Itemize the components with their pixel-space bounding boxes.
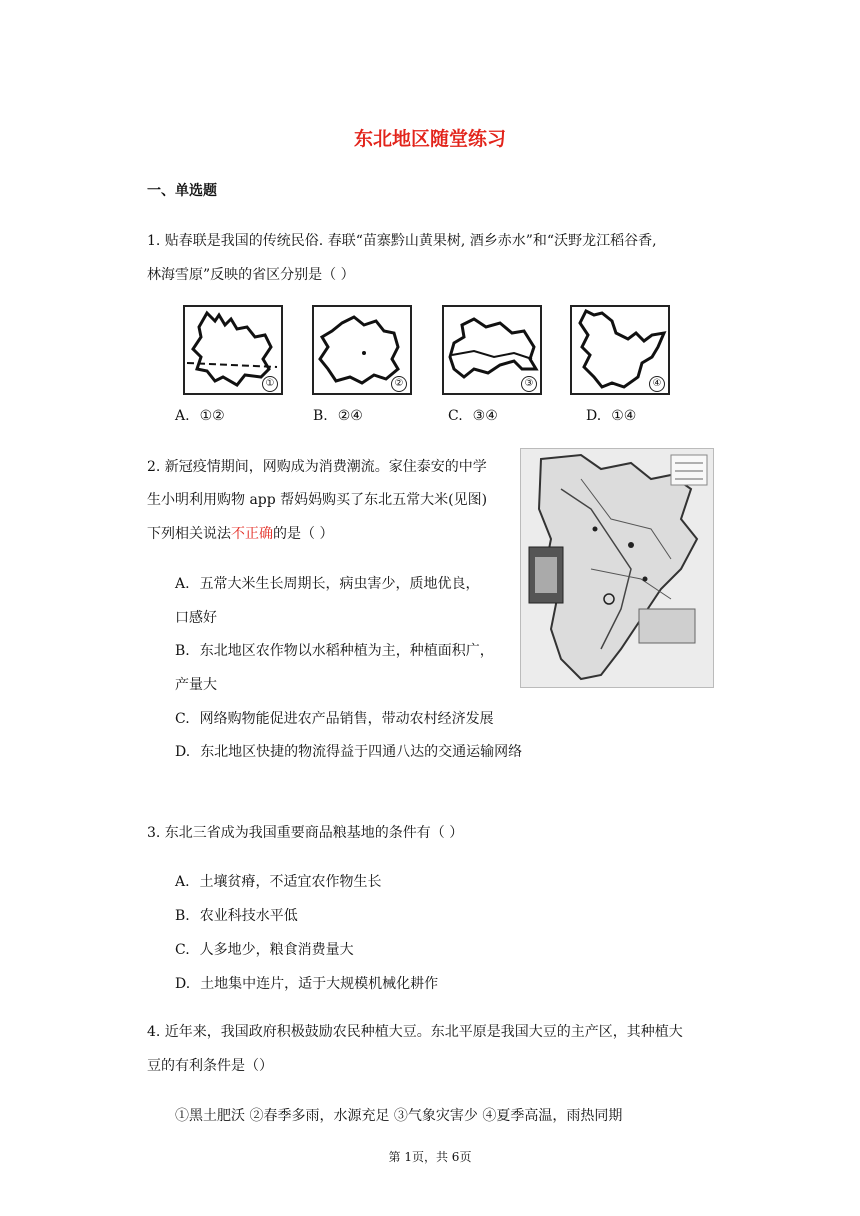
page-title: 东北地区随堂练习: [353, 128, 506, 150]
q3-option-b[interactable]: B. 农业科技水平低: [175, 908, 298, 924]
q2-option-a[interactable]: A. 五常大米生长周期长，病虫害少，质地优良，: [175, 576, 480, 592]
q4-text-line2: 豆的有利条件是（）: [147, 1058, 273, 1074]
q2-option-d[interactable]: D. 东北地区快捷的物流得益于四通八达的交通运输网络: [175, 744, 523, 760]
northeast-rice-map: [520, 448, 714, 688]
map-number-4: ④: [649, 376, 665, 392]
northeast-map-icon: [521, 449, 713, 687]
q2-text-line2: 生小明利用购物 app 帮妈妈购买了东北五常大米(见图): [147, 492, 488, 508]
map-option-4: [570, 305, 670, 395]
q3-option-d[interactable]: D. 土地集中连片，适于大规模机械化耕作: [175, 976, 439, 992]
q1-option-b[interactable]: B. ②④: [313, 408, 363, 424]
q1-text-line2: 林海雪原”反映的省区分别是（ ）: [147, 267, 355, 283]
q2-option-b-cont: 产量大: [175, 677, 217, 693]
q1-text-line1: 1. 贴春联是我国的传统民俗. 春联“苗寨黔山黄果树, 酒乡赤水”和“沃野龙江稻谷香,: [147, 233, 657, 249]
q3-option-a[interactable]: A. 土壤贫瘠，不适宜农作物生长: [175, 874, 382, 890]
q3-option-c[interactable]: C. 人多地少，粮食消费量大: [175, 942, 354, 958]
q2-text-line3: 下列相关说法不正确的是（ ）: [147, 526, 334, 542]
q2-option-c[interactable]: C. 网络购物能促进农产品销售，带动农村经济发展: [175, 711, 494, 727]
q2-text-line1: 2. 新冠疫情期间，网购成为消费潮流。家住泰安的中学: [147, 459, 487, 475]
q1-option-a[interactable]: A. ①②: [175, 408, 225, 424]
q3-text-line1: 3. 东北三省成为我国重要商品粮基地的条件有（ ）: [147, 825, 464, 841]
map-number-2: ②: [391, 376, 407, 392]
q4-conditions: ①黑土肥沃 ②春季多雨，水源充足 ③气象灾害少 ④夏季高温，雨热同期: [175, 1108, 623, 1124]
section-heading: 一、单选题: [147, 183, 217, 199]
map-number-3: ③: [521, 376, 537, 392]
q1-option-c[interactable]: C. ③④: [448, 408, 498, 424]
q2-option-b[interactable]: B. 东北地区农作物以水稻种植为主，种植面积广，: [175, 643, 494, 659]
q1-option-d[interactable]: D. ①④: [586, 408, 637, 424]
q4-text-line1: 4. 近年来，我国政府积极鼓励农民种植大豆。东北平原是我国大豆的主产区，其种植大: [147, 1024, 683, 1040]
map-number-1: ①: [262, 376, 278, 392]
q2-option-a-cont: 口感好: [175, 610, 217, 626]
map-option-2: [312, 305, 412, 395]
emphasis-not-correct: 不正确: [231, 526, 273, 542]
page-footer: 第 1页，共 6页: [388, 1150, 472, 1164]
map-option-1: [183, 305, 283, 395]
map-option-3: [442, 305, 542, 395]
